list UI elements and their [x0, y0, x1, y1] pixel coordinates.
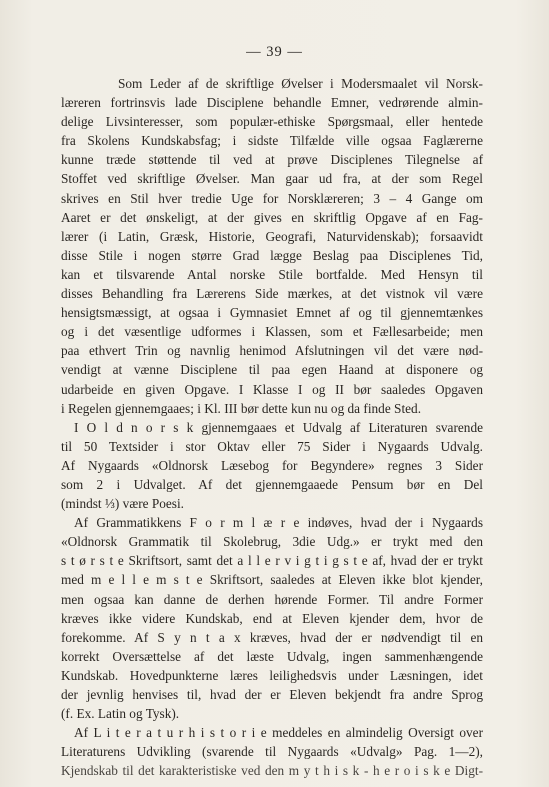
text-line: og i det væsentlige udformes i Klassen, som et Fællesarbeide; men: [61, 324, 483, 340]
text-line: Aaret er det ønskeligt, at der gives en skriftlig Opgave af en Fag-: [61, 209, 483, 225]
text-line: læreren fortrinsvis lade Disciplene behandle Emner, vedrørende almin-: [61, 95, 483, 111]
text-line: udarbeide en given Opgave. I Klasse I og II bør saaledes Opgaven: [61, 381, 483, 397]
text-line: kan et tilsvarende Antal norske Stile bortfalde. Med Hensyn til: [61, 266, 483, 282]
body-text: [61, 74, 483, 780]
text-line: paa ethvert Trin og navnlig henimod Afslutningen vil det være nød-: [61, 343, 483, 359]
text-line: til 50 Textsider i stor Oktav eller 75 Sider i Nygaards Udvalg.: [61, 438, 483, 454]
text-line: med m e l l e m s t e Skriftsort, saaledes at Eleven ikke blot kjender,: [61, 572, 483, 588]
text-line: I O l d n o r s k gjennemgaaes et Udvalg af Literaturen svarende: [74, 419, 483, 435]
text-line: forekomme. Af S y n t a x kræves, hvad der er nødvendigt til en: [61, 629, 483, 645]
text-line: Stoffet ved skriftlige Øvelser. Man gaar ud fra, at der som Regel: [61, 171, 483, 187]
text-line: Kundskab. Hovedpunkterne læres leilighedsvis under Læsningen, idet: [61, 667, 483, 683]
text-line: fra Skolens Kundskabsfag; i sidste Tilfælde ville ogsaa Faglærerne: [61, 133, 483, 149]
text-line: i Regelen gjennemgaaes; i Kl. III bør dette kun nu og da finde Sted.: [61, 400, 422, 416]
page-number: — 39 —: [246, 44, 303, 60]
text-line: som 2 i Udvalget. Af det gjennemgaaede Pensum bør en Del: [61, 476, 483, 492]
text-line: Literaturens Udvikling (svarende til Nygaards «Udvalg» Pag. 1—2),: [61, 744, 483, 760]
text-line: delige Livsinteresser, som populær-ethiske Spørgsmaal, eller hentede: [61, 114, 483, 130]
text-line: Af Grammatikkens F o r m l æ r e indøves, hvad der i Nygaards: [74, 515, 483, 531]
text-line: kunne træde støttende til ved at prøve Disciplenes Tilegnelse af: [61, 152, 483, 168]
text-line: Af L i t e r a t u r h i s t o r i e meddeles en almindelig Oversigt over: [74, 725, 483, 741]
text-line: (mindst ⅓) være Poesi.: [61, 496, 184, 512]
text-line: (f. Ex. Latin og Tysk).: [61, 706, 180, 722]
text-line: disse Stile i nogen større Grad lægge Beslag paa Disciplenes Tid,: [61, 247, 483, 263]
text-line: vendigt at vænne Disciplene til paa egen Haand at disponere og: [61, 362, 483, 378]
text-line: Af Nygaards «Oldnorsk Læsebog for Begyndere» regnes 3 Sider: [61, 457, 483, 473]
text-line: disses Behandling fra Lærerens Side mærkes, at det vistnok vil være: [61, 286, 483, 302]
text-line: korrekt Oversættelse af det læste Udvalg, ingen sammenhængende: [61, 648, 483, 664]
text-line: Kjendskab til det karakteristiske ved den m y t h i s k - h e r o i s k e Digt-: [61, 763, 483, 779]
text-line: Som Leder af de skriftlige Øvelser i Modersmaalet vil Norsk-: [118, 76, 483, 91]
text-line: s t ø r s t e Skriftsort, samt det a l l e r v i g t i g s t e af, hvad der er trykt: [61, 553, 483, 569]
text-line: skrives en Stil hver tredie Uge for Norsklæreren; 3 – 4 Gange om: [61, 190, 483, 206]
text-line: men ogsaa kan danne de derhen hørende Former. Til andre Former: [61, 591, 483, 607]
text-line: «Oldnorsk Grammatik til Skolebrug, 3die Udg.» er trykt med den: [61, 534, 483, 550]
text-line: kræves ikke videre Kundskab, end at Eleven kjender dem, hvor de: [61, 610, 483, 626]
text-line: lærer (i Latin, Græsk, Historie, Geografi, Naturvidenskab); forsaavidt: [61, 228, 483, 244]
text-line: der jevnlig henvises til, hvad der er Eleven bekjendt fra andre Sprog: [61, 687, 483, 702]
text-line: hensigtsmæssigt, at ogsaa i Gymnasiet Emnet af og til gjennemtænkes: [61, 305, 483, 321]
